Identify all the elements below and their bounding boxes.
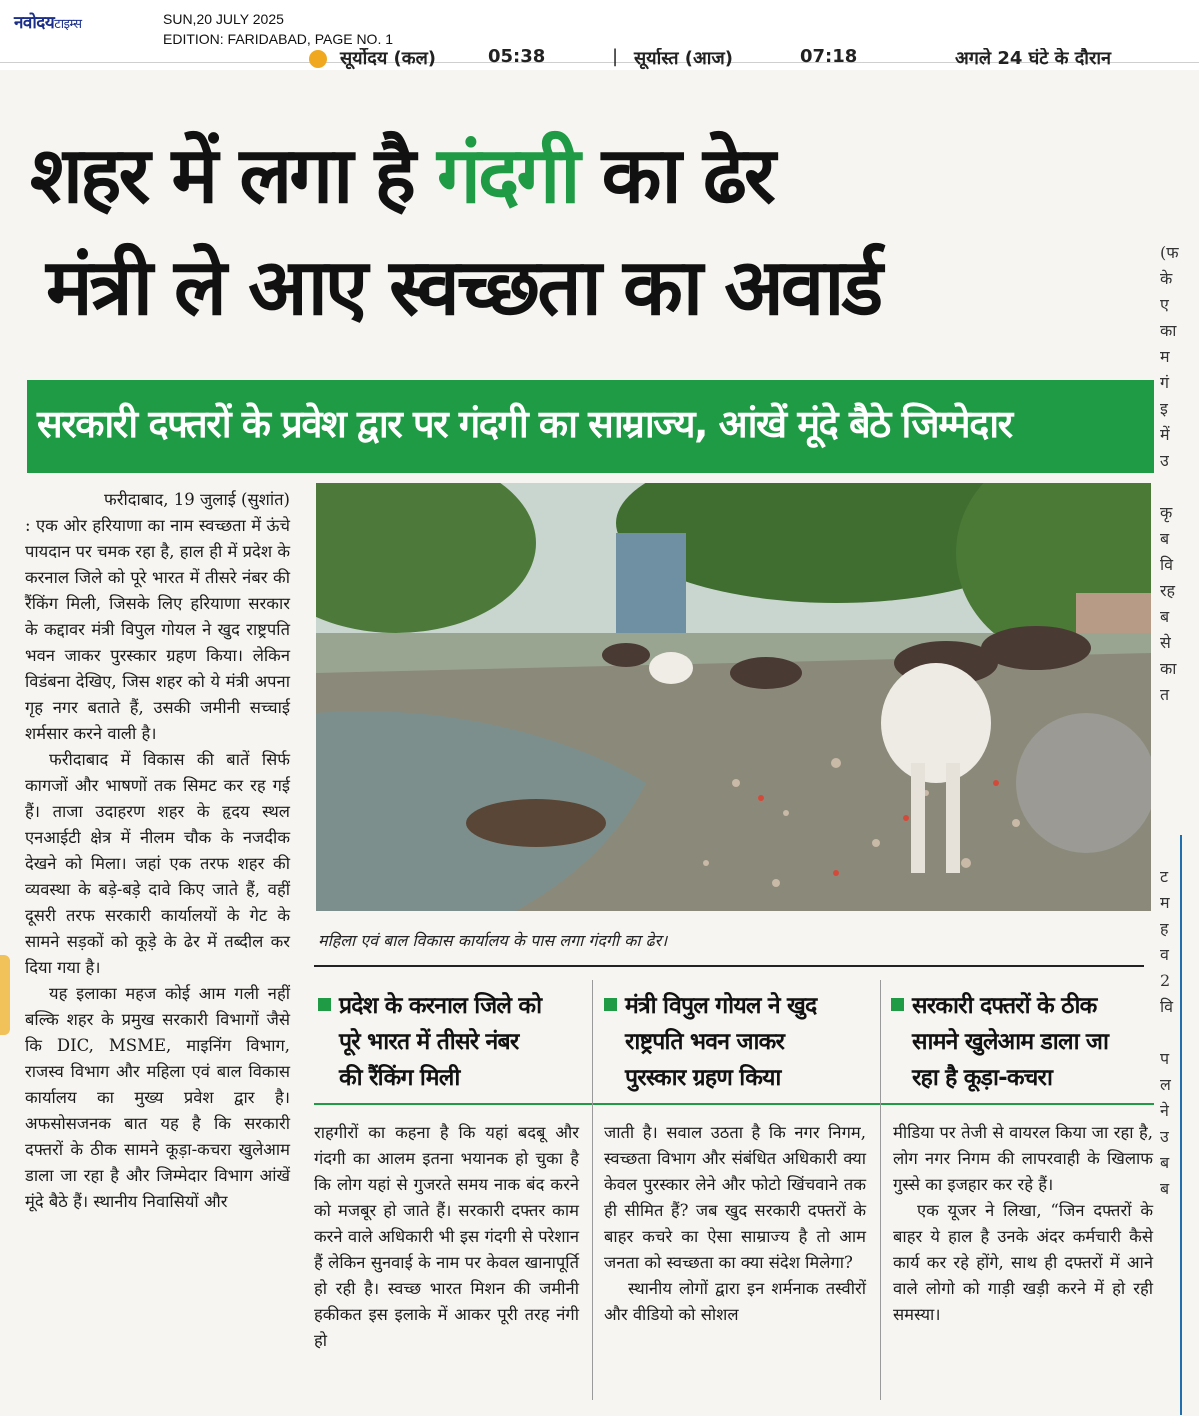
highlight-line: पुरस्कार ग्रहण किया bbox=[625, 1065, 781, 1091]
cut-line: कृ bbox=[1160, 503, 1173, 522]
highlight-line: सरकारी दफ्तरों के ठीक bbox=[912, 993, 1097, 1019]
column-rule bbox=[592, 980, 593, 1400]
cut-line: का bbox=[1160, 321, 1177, 340]
headline-part-b: का ढेर bbox=[601, 131, 773, 221]
forecast-text: अगले 24 घंटे के दौरान bbox=[955, 48, 1111, 69]
bullet-square-icon bbox=[891, 998, 904, 1011]
cut-line: के bbox=[1160, 269, 1173, 288]
cut-line: ट bbox=[1160, 867, 1169, 886]
bullet-square-icon bbox=[318, 998, 331, 1011]
highlight-line: सामने खुलेआम डाला जा bbox=[912, 1029, 1109, 1055]
headline-line-2: मंत्री ले आए स्वच्छता का अवार्ड bbox=[46, 243, 881, 333]
cut-line: व bbox=[1160, 945, 1169, 964]
cut-line: ब bbox=[1160, 1153, 1170, 1172]
cut-line: 2 bbox=[1160, 971, 1171, 990]
paragraph: जाती है। सवाल उठता है कि नगर निगम, स्वच्छता विभाग और संबंधित अधिकारी क्या केवल पुरस्कार लेने और फोटो खिंचवाने तक ही सीमित हैं? जब खुद सरकारी दफ्तरों के बाहर कचरे का ऐसा साम्राज्य है तो आम जनता को स्वच्छता का क्या संदेश मिलेगा? bbox=[604, 1123, 866, 1272]
cut-line: ब bbox=[1160, 529, 1170, 548]
cut-line: ब bbox=[1160, 1179, 1170, 1198]
cut-line: रह bbox=[1160, 581, 1176, 600]
logo-sub: टाइम्स bbox=[54, 17, 82, 32]
highlight-line: पूरे भारत में तीसरे नंबर bbox=[339, 1029, 519, 1055]
adjacent-box-border bbox=[1180, 835, 1199, 1415]
cut-line: ए bbox=[1160, 295, 1169, 314]
strap-text: सरकारी दफ्तरों के प्रवेश द्वार पर गंदगी का साम्राज्य, आंखें मूंदे बैठे जिम्मेदार bbox=[37, 402, 1012, 446]
cut-line bbox=[1160, 708, 1199, 734]
cut-line: ब bbox=[1160, 607, 1170, 626]
highlight-line: रहा है कूड़ा-कचरा bbox=[912, 1065, 1053, 1091]
cut-line: इ bbox=[1160, 399, 1168, 418]
cut-line bbox=[1160, 474, 1199, 500]
sunrise-time: 05:38 bbox=[488, 48, 546, 67]
column-rule bbox=[880, 980, 881, 1400]
article-column-3 bbox=[604, 1120, 866, 1328]
cut-line: त bbox=[1160, 685, 1170, 704]
highlight-line: राष्ट्रपति भवन जाकर bbox=[625, 1029, 785, 1055]
weather-ticker: सूर्योदय (कल) 05:38 | सूर्यास्त (आज) 07:18 अगले 24 घंटे के दौरान bbox=[340, 48, 1111, 69]
cut-line: वि bbox=[1160, 997, 1174, 1016]
section-divider bbox=[314, 965, 1144, 967]
paragraph: मीडिया पर तेजी से वायरल किया जा रहा है, लोग नगर निगम की लापरवाही के खिलाफ गुस्से का इजहार कर रहे हैं। bbox=[893, 1123, 1153, 1194]
article-column-1 bbox=[25, 487, 290, 1215]
cut-line: वि bbox=[1160, 555, 1174, 574]
cut-line: म bbox=[1160, 893, 1170, 912]
cut-line: में bbox=[1160, 425, 1170, 444]
edition-page: EDITION: FARIDABAD, PAGE NO. 1 bbox=[163, 31, 394, 47]
cut-line: ह bbox=[1160, 919, 1169, 938]
sunset-label: सूर्यास्त (आज) bbox=[634, 48, 734, 69]
paragraph: राहगीरों का कहना है कि यहां बदबू और गंदगी का आलम इतना भयानक हो चुका है कि लोग यहां से गुजरते समय नाक बंद करने को मजबूर हो जाते हैं। सरकारी दफ्तर काम करने वाले अधिकारी भी इस गंदगी से परेशान हैं लेकिन सुनवाई के नाम पर केवल खानापूर्ति हो रही है। स्वच्छ भारत मिशन की जमीनी हकीकत इस इलाके में आकर पूरी तरह नंगी हो bbox=[314, 1123, 579, 1350]
highlight-box-3 bbox=[891, 988, 1108, 1096]
garbage-photo bbox=[316, 483, 1151, 911]
paragraph: स्थानीय लोगों द्वारा इन शर्मनाक तस्वीरों और वीडियो को सोशल bbox=[604, 1279, 866, 1324]
cut-line bbox=[1160, 760, 1199, 786]
paragraph: फरीदाबाद में विकास की बातें सिर्फ कागजों और भाषणों तक सिमट कर रह गई हैं। ताजा उदाहरण शहर के हृदय स्थल एनआईटी क्षेत्र में नीलम चौक के नजदीक देखने को मिला। जहां एक तरफ शहर की व्यवस्था के बड़े-बड़े दावे किए जाते हैं, वहीं दूसरी तरफ सरकारी कार्यालयों के गेट के सामने सड़कों को कूड़े के ढेर में तब्दील कर दिया गया है। bbox=[25, 750, 290, 977]
highlight-line: की रैंकिंग मिली bbox=[339, 1065, 460, 1091]
paragraph: यह इलाका महज कोई आम गली नहीं बल्कि शहर के प्रमुख सरकारी विभागों जैसे कि DIC, MSME, माइनिंग विभाग, राजस्व विभाग और महिला एवं बाल विकास कार्यालय का मुख्य प्रवेश द्वार है। अफसोसजनक बात यह है कि सरकारी दफ्तरों के ठीक सामने कूड़ा-कचरा खुलेआम डाला जा रहा है और जिम्मेदार विभाग आंखें मूंदे बैठे हैं। स्थानीय निवासियों और bbox=[25, 984, 290, 1211]
cut-line: ल bbox=[1160, 1075, 1171, 1094]
sun-icon bbox=[309, 50, 327, 68]
logo-main: नवोदय bbox=[14, 13, 55, 33]
highlight-divider bbox=[314, 1103, 1154, 1105]
cut-line: उ bbox=[1160, 451, 1169, 470]
cut-line bbox=[1160, 786, 1199, 812]
cut-line: गं bbox=[1160, 373, 1170, 392]
cut-line: (फ bbox=[1160, 243, 1179, 262]
highlight-box-1 bbox=[318, 988, 541, 1096]
headline-line-1 bbox=[30, 128, 773, 224]
sunset-time: 07:18 bbox=[800, 48, 858, 67]
paragraph: एक यूजर ने लिखा, “जिन दफ्तरों के बाहर ये हाल है उनके अंदर कर्मचारी कैसे कार्य कर रहे होंगे, साथ ही दफ्तरों में आने वाले लोगो को गाड़ी खड़ी करने में हो रही समस्या। bbox=[893, 1201, 1153, 1324]
paragraph: : एक ओर हरियाणा का नाम स्वच्छता में ऊंचे पायदान पर चमक रहा है, हाल ही में प्रदेश के करनाल जिले को पूरे भारत में तीसरे नंबर की रैंकिंग मिली, जिसके लिए हरियाणा सरकार के कद्दावर मंत्री विपुल गोयल ने खुद राष्ट्रपति भवन जाकर पुरस्कार ग्रहण किया। लेकिन विडंबना देखिए, जिस शहर को ये मंत्री अपना गृह नगर बताते हैं, उसकी जमीनी सच्चाई शर्मसार करने वाली है। bbox=[25, 516, 290, 743]
highlight-line: मंत्री विपुल गोयल ने खुद bbox=[625, 993, 817, 1019]
highlight-box-2 bbox=[604, 988, 816, 1096]
cut-line: प bbox=[1160, 1049, 1170, 1068]
edition-info bbox=[163, 9, 393, 49]
garbage-photo-illustration bbox=[316, 483, 1151, 911]
cut-line: का bbox=[1160, 659, 1177, 678]
cut-line: से bbox=[1160, 633, 1171, 652]
adjacent-left-cut bbox=[0, 955, 10, 1035]
headline-highlight: गंदगी bbox=[437, 131, 578, 221]
cut-line: म bbox=[1160, 347, 1170, 366]
headline-part-a: शहर में लगा है bbox=[30, 131, 413, 221]
sunrise-label: सूर्योदय (कल) bbox=[340, 48, 437, 69]
dateline: फरीदाबाद, 19 जुलाई (सुशांत) bbox=[104, 490, 290, 509]
article-column-2 bbox=[314, 1120, 579, 1354]
sub-headline-strap bbox=[27, 380, 1154, 473]
edition-date: SUN,20 JULY 2025 bbox=[163, 11, 284, 27]
highlight-line: प्रदेश के करनाल जिले को bbox=[339, 993, 542, 1019]
photo-caption: महिला एवं बाल विकास कार्यालय के पास लगा गंदगी का ढेर। bbox=[318, 931, 668, 950]
newspaper-logo bbox=[14, 10, 82, 33]
article-column-4 bbox=[893, 1120, 1153, 1328]
cut-line: ने bbox=[1160, 1101, 1169, 1120]
cut-line: उ bbox=[1160, 1127, 1169, 1146]
bullet-square-icon bbox=[604, 998, 617, 1011]
cut-line bbox=[1160, 734, 1199, 760]
